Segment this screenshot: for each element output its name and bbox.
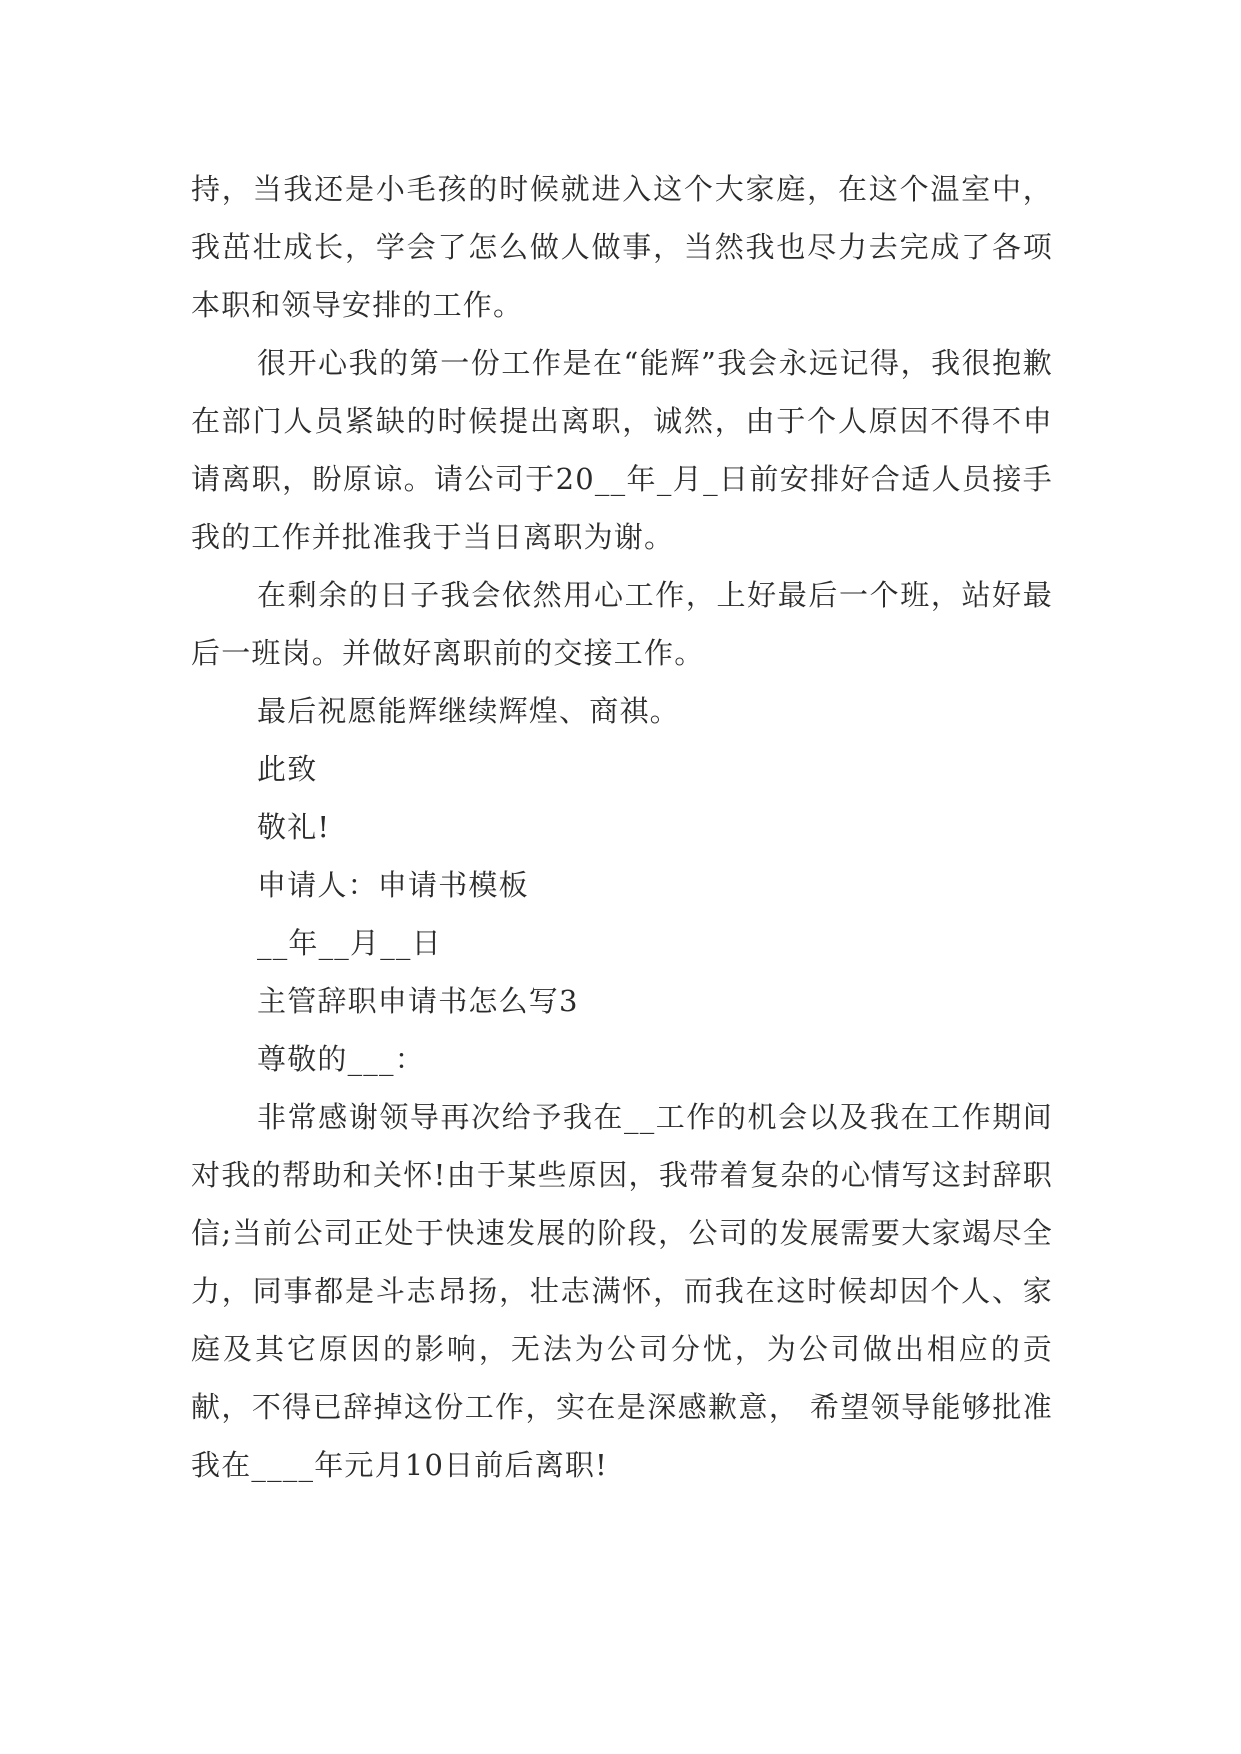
paragraph-wishes: 最后祝愿能辉继续辉煌、商祺。 (257, 694, 680, 728)
paragraph-first-job: 很开心我的第一份工作是在“能辉”我会永远记得，我很抱歉在部门人员紧缺的时候提出离职，诚然，由于个人原因不得不申请离职，盼原谅。请公司于20__年_月_日前安排好合适人员接手我的工作并批准我于当日离职为谢。 (191, 346, 1053, 554)
date-line: __年__月__日 (257, 926, 442, 960)
applicant-line: 申请人：申请书模板 (257, 868, 529, 902)
closing-respect: 敬礼! (257, 810, 331, 844)
closing-salutation: 此致 (257, 752, 318, 786)
greeting-line: 尊敬的___： (257, 1042, 425, 1076)
paragraph-continuation: 持，当我还是小毛孩的时候就进入这个大家庭，在这个温室中，我茁壮成长，学会了怎么做人做事，当然我也尽力去完成了各项本职和领导安排的工作。 (191, 172, 1053, 322)
document-body (191, 160, 1053, 1494)
paragraph-thanks: 非常感谢领导再次给予我在__工作的机会以及我在工作期间对我的帮助和关怀!由于某些原因，我带着复杂的心情写这封辞职信;当前公司正处于快速发展的阶段，公司的发展需要大家竭尽全力，同事都是斗志昂扬，壮志满怀，而我在这时候却因个人、家庭及其它原因的影响，无法为公司分忧，为公司做出相应的贡献，不得已辞掉这份工作，实在是深感歉意， 希望领导能够批准我在____年元月10日前后离职! (191, 1100, 1053, 1482)
section-title: 主管辞职申请书怎么写3 (257, 984, 579, 1018)
paragraph-remaining-days: 在剩余的日子我会依然用心工作，上好最后一个班，站好最后一班岗。并做好离职前的交接工作。 (191, 578, 1053, 670)
